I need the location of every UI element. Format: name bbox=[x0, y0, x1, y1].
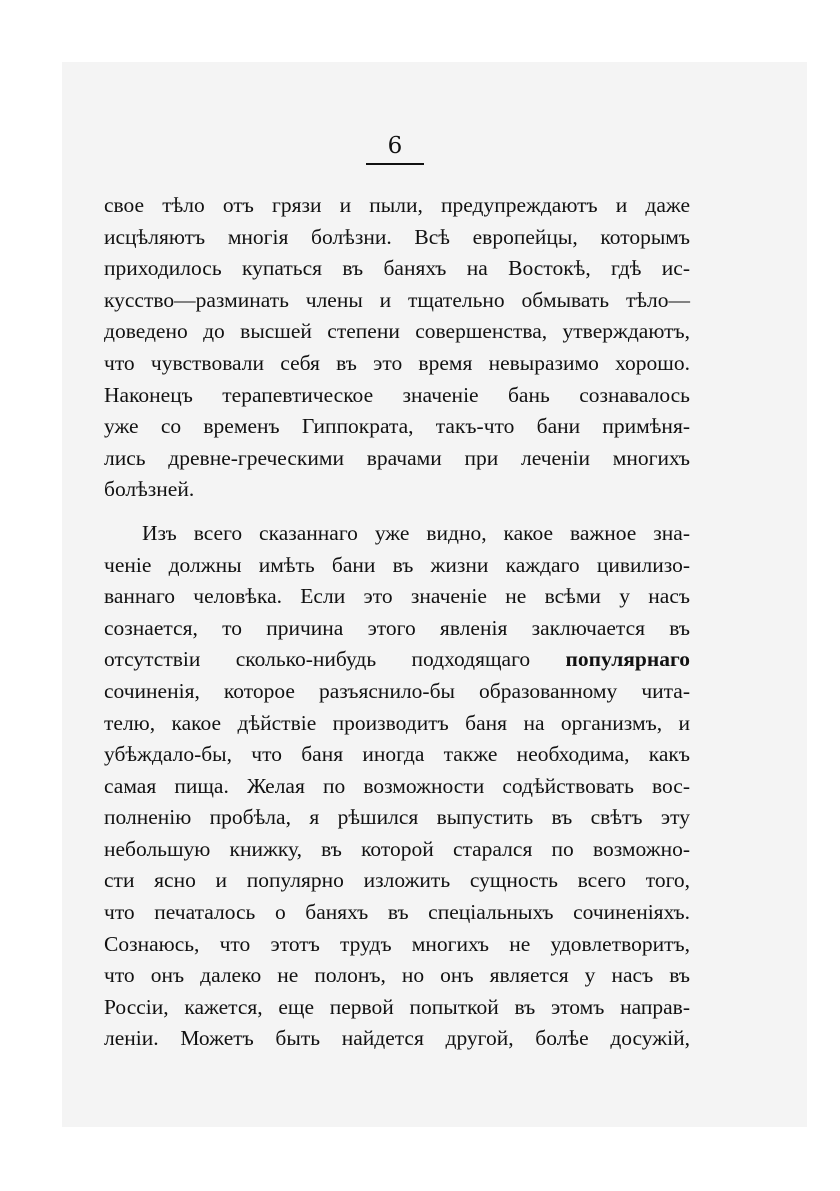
text-line: небольшую книжку, въ которой старался по возможно- bbox=[104, 836, 690, 861]
text-line: свое тѣло отъ грязи и пыли, предупреждаютъ и даже bbox=[104, 193, 690, 217]
text-line: сочиненія, которое разъяснило-бы образованному чита- bbox=[104, 678, 690, 703]
text-line: Изъ всего сказаннаго уже видно, какое важное зна- bbox=[142, 520, 690, 545]
page-number: 6 bbox=[387, 133, 403, 159]
text-line: кусство—разминать члены и тщательно обмывать тѣло— bbox=[104, 287, 690, 312]
text-line: полненію пробѣла, я рѣшился выпустить въ свѣтъ эту bbox=[104, 805, 690, 830]
text-line-with-emphasis bbox=[104, 644, 690, 676]
text-line: что печаталось о баняхъ въ спеціальныхъ сочиненіяхъ. bbox=[104, 900, 690, 925]
text-fragment: отсутствіи сколько-нибудь подходящаго bbox=[104, 647, 566, 672]
text-line: что чувствовали себя въ это время невыразимо хорошо. bbox=[104, 350, 690, 375]
text-line: ваннаго человѣка. Если это значеніе не всѣми у насъ bbox=[104, 584, 690, 609]
text-line: доведено до высшей степени совершенства, утверждаютъ, bbox=[104, 319, 690, 344]
text-line: Наконецъ терапевтическое значеніе бань сознавалось bbox=[104, 382, 690, 407]
text-line: исцѣляютъ многія болѣзни. Всѣ европейцы, которымъ bbox=[104, 224, 690, 249]
text-line: уже со временъ Гиппократа, такъ-что бани примѣня- bbox=[104, 414, 690, 439]
text-line: Сознаюсь, что этотъ трудъ многихъ не удовлетворитъ, bbox=[104, 931, 690, 956]
text-line: телю, какое дѣйствіе производитъ баня на организмъ, и bbox=[104, 710, 690, 735]
text-line: леніи. Можетъ быть найдется другой, болѣе досужій, bbox=[104, 1026, 690, 1051]
text-line: что онъ далеко не полонъ, но онъ является у насъ въ bbox=[104, 963, 690, 988]
text-line: сти ясно и популярно изложить сущность всего того, bbox=[104, 868, 690, 893]
text-line: убѣждало-бы, что баня иногда также необходима, какъ bbox=[104, 742, 690, 767]
page-number-rule bbox=[366, 163, 424, 165]
text-line: самая пища. Желая по возможности содѣйствовать вос- bbox=[104, 773, 690, 798]
paragraph-gap bbox=[104, 506, 690, 518]
body-text bbox=[104, 190, 690, 1055]
text-line: Россіи, кажется, еще первой попыткой въ этомъ направ- bbox=[104, 994, 690, 1019]
text-line: приходилось купаться въ баняхъ на Востокѣ, гдѣ ис- bbox=[104, 256, 690, 281]
text-line: сознается, то причина этого явленія заключается въ bbox=[104, 615, 690, 640]
text-line: лись древне-греческими врачами при леченіи многихъ bbox=[104, 445, 690, 470]
emphasized-word: популярнаго bbox=[565, 647, 690, 672]
text-line: болѣзней. bbox=[104, 477, 195, 502]
text-line: ченіе должны имѣть бани въ жизни каждаго цивилизо- bbox=[104, 552, 690, 577]
